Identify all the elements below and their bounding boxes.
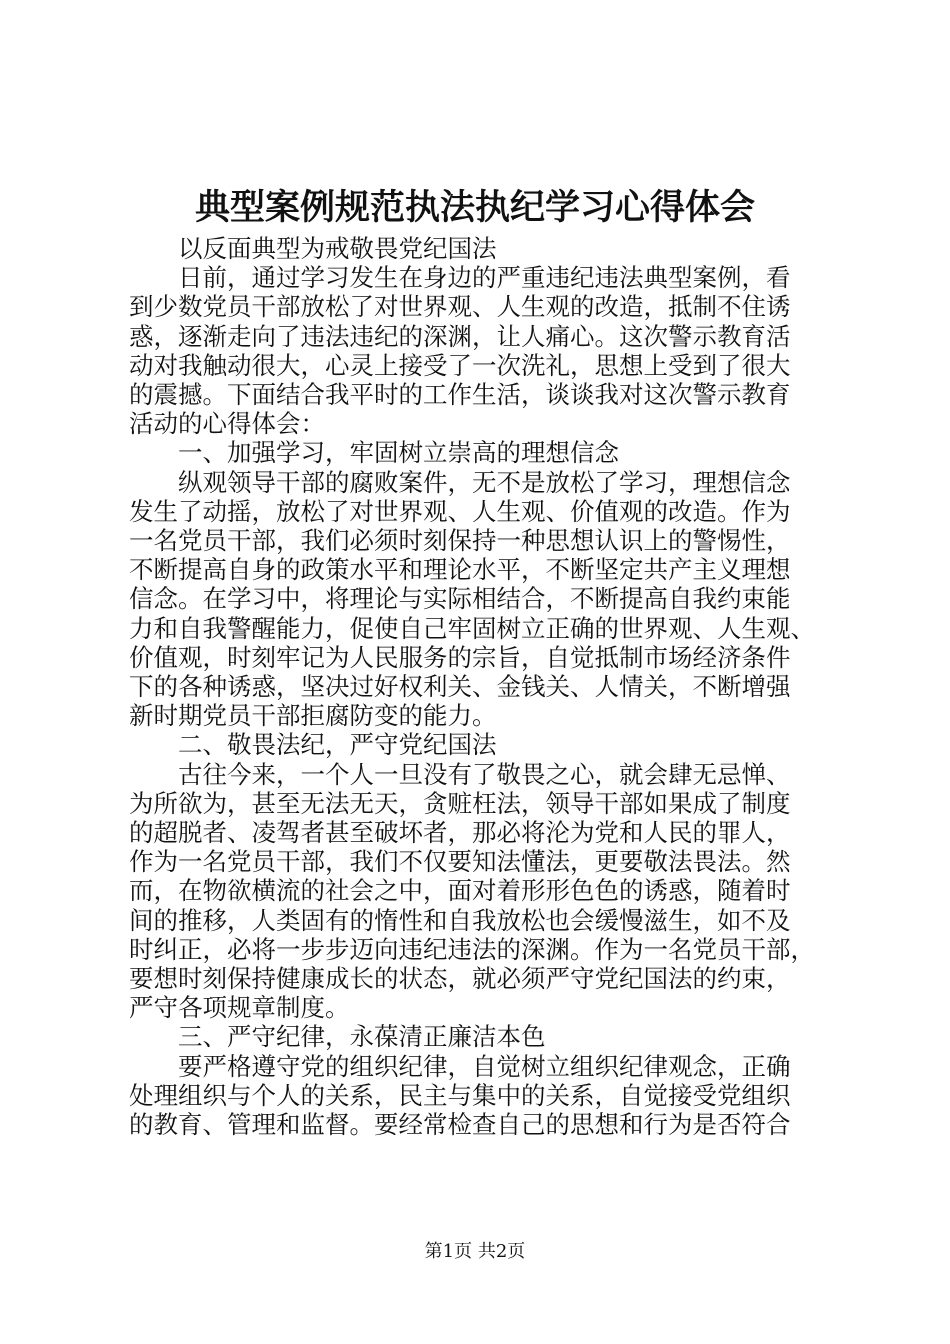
paragraph-line: 要想时刻保持健康成长的状态，就必须严守党纪国法的约束， bbox=[129, 964, 791, 994]
page-footer: 第1页 共2页 bbox=[424, 1241, 526, 1262]
paragraph bbox=[129, 263, 829, 438]
paragraph bbox=[129, 438, 829, 467]
paragraph-line: 间的推移，人类固有的惰性和自我放松也会缓慢滋生，如不及 bbox=[129, 905, 791, 935]
paragraph-line: 信念。在学习中，将理论与实际相结合，不断提高自我约束能 bbox=[129, 584, 791, 614]
paragraph bbox=[129, 468, 829, 731]
paragraph bbox=[129, 1022, 829, 1051]
paragraph-line: 处理组织与个人的关系，民主与集中的关系，自觉接受党组织 bbox=[129, 1080, 791, 1110]
paragraph bbox=[129, 1052, 829, 1140]
paragraph-line: 的超脱者、凌驾者甚至破坏者，那必将沦为党和人民的罪人， bbox=[129, 818, 791, 848]
paragraph bbox=[129, 234, 829, 263]
paragraph-line: 力和自我警醒能力，促使自己牢固树立正确的世界观、人生观、 bbox=[129, 613, 815, 643]
paragraph-line: 而，在物欲横流的社会之中，面对着形形色色的诱惑，随着时 bbox=[129, 876, 791, 906]
paragraph-line: 动对我触动很大，心灵上接受了一次洗礼，思想上受到了很大 bbox=[129, 350, 791, 380]
paragraph-first-line: 三、严守纪律，永葆清正廉洁本色 bbox=[178, 1022, 546, 1052]
paragraph-line: 的教育、管理和监督。要经常检查自己的思想和行为是否符合 bbox=[129, 1110, 791, 1140]
paragraph-line: 发生了动摇，放松了对世界观、人生观、价值观的改造。作为 bbox=[129, 496, 791, 526]
paragraph-line: 不断提高自身的政策水平和理论水平，不断坚定共产主义理想 bbox=[129, 555, 791, 585]
paragraph-line: 严守各项规章制度。 bbox=[129, 993, 350, 1023]
document-body bbox=[129, 234, 829, 1139]
paragraph-line: 价值观，时刻牢记为人民服务的宗旨，自觉抵制市场经济条件 bbox=[129, 642, 791, 672]
paragraph-line: 活动的心得体会： bbox=[129, 409, 325, 439]
paragraph-line: 新时期党员干部拒腐防变的能力。 bbox=[129, 701, 497, 731]
paragraph-line: 惑，逐渐走向了违法违纪的深渊，让人痛心。这次警示教育活 bbox=[129, 321, 791, 351]
paragraph-line: 时纠正，必将一步步迈向违纪违法的深渊。作为一名党员干部， bbox=[129, 934, 815, 964]
paragraph bbox=[129, 760, 829, 1023]
paragraph-line: 作为一名党员干部，我们不仅要知法懂法，更要敬法畏法。然 bbox=[129, 847, 791, 877]
paragraph-first-line: 以反面典型为戒敬畏党纪国法 bbox=[178, 234, 497, 263]
paragraph-first-line: 古往今来，一个人一旦没有了敬畏之心，就会肆无忌惮、 bbox=[178, 759, 791, 789]
paragraph bbox=[129, 730, 829, 759]
paragraph-line: 一名党员干部，我们必须时刻保持一种思想认识上的警惕性， bbox=[129, 526, 791, 556]
paragraph-line: 为所欲为，甚至无法无天，贪赃枉法，领导干部如果成了制度 bbox=[129, 788, 791, 818]
paragraph-first-line: 一、加强学习，牢固树立崇高的理想信念 bbox=[178, 438, 619, 468]
paragraph-first-line: 要严格遵守党的组织纪律，自觉树立组织纪律观念，正确 bbox=[178, 1051, 791, 1081]
paragraph-line: 下的各种诱惑，坚决过好权利关、金钱关、人情关，不断增强 bbox=[129, 672, 791, 702]
paragraph-first-line: 日前，通过学习发生在身边的严重违纪违法典型案例，看 bbox=[178, 263, 791, 293]
paragraph-line: 到少数党员干部放松了对世界观、人生观的改造，抵制不住诱 bbox=[129, 292, 791, 322]
paragraph-first-line: 纵观领导干部的腐败案件，无不是放松了学习，理想信念 bbox=[178, 467, 791, 497]
paragraph-first-line: 二、敬畏法纪，严守党纪国法 bbox=[178, 730, 497, 760]
document-title: 典型案例规范执法执纪学习心得体会 bbox=[194, 187, 755, 228]
paragraph-line: 的震撼。下面结合我平时的工作生活，谈谈我对这次警示教育 bbox=[129, 380, 791, 410]
